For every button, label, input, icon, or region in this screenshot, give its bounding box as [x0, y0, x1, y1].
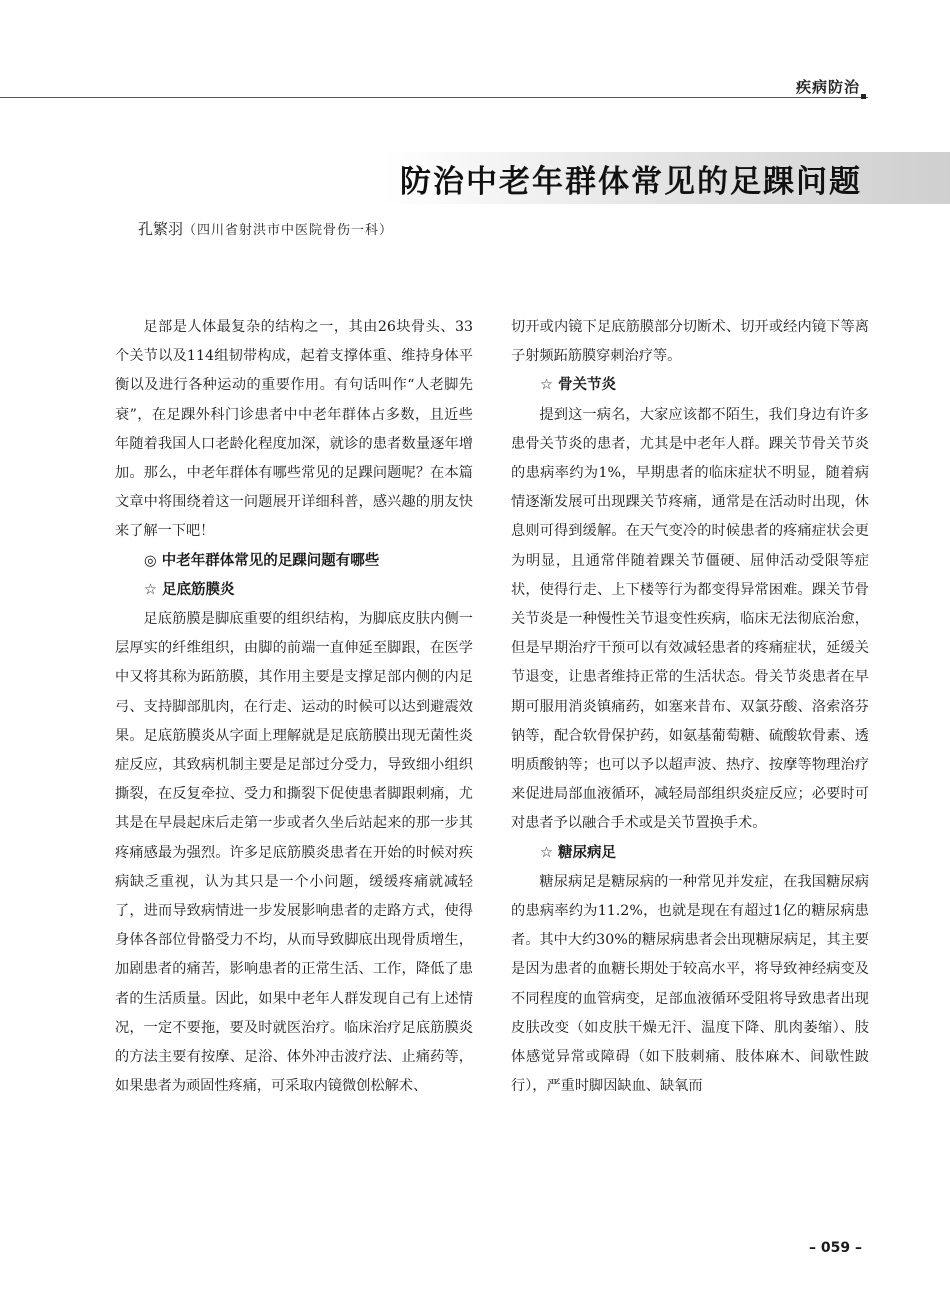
author-affiliation: （四川省射洪市中医院骨伤一科）	[183, 223, 394, 238]
byline	[138, 218, 393, 239]
section-heading: ◎ 中老年群体常见的足踝问题有哪些	[144, 552, 380, 569]
intro-paragraph: 足部是人体最复杂的结构之一，其由26块骨头、33个关节以及114组韧带构成，起着支撑体重、维持身体平衡以及进行各种运动的重要作用。有句话叫作“人老脚先衰”，在足踝外科门诊患者中中老年群体占多数，且近些年随着我国人口老龄化程度加深，就诊的患者数量逐年增加。那么，中老年群体有哪些常见的足踝问题呢？在本篇文章中将围绕着这一问题展开详细科普，感兴趣的朋友快来了解一下吧！	[115, 319, 473, 540]
header-rule	[0, 97, 868, 98]
subheading-plantar-fasciitis: ☆ 足底筋膜炎	[144, 581, 235, 598]
author-name: 孔繁羽	[138, 220, 184, 238]
right-column	[511, 313, 869, 1101]
page-number: – 059 –	[809, 1240, 862, 1256]
section-label: 疾病防治	[795, 78, 860, 96]
subheading-osteoarthritis: ☆ 骨关节炎	[540, 377, 617, 394]
osteoarthritis-paragraph: 提到这一病名，大家应该都不陌生，我们身边有许多患骨关节炎的患者，尤其是中老年人群。踝关节骨关节炎的患病率约为1%，早期患者的临床症状不明显，随着病情逐渐发展可出现踝关节疼痛，通常是在活动时出现，休息则可得到缓解。在天气变冷的时候患者的疼痛症状会更为明显，且通常伴随着踝关节僵硬、屈伸活动受限等症状，使得行走、上下楼等行为都变得异常困难。踝关节骨关节炎是一种慢性关节退变性疾病，临床无法彻底治愈，但是早期治疗干预可以有效减轻患者的疼痛症状，延缓关节退变，让患者维持正常的生活状态。骨关节炎患者在早期可服用消炎镇痛药，如塞来昔布、双氯芬酸、洛索洛芬钠等，配合软骨保护药，如氨基葡萄糖、硫酸软骨素、透明质酸钠等；也可以予以超声波、热疗、按摩等物理治疗来促进局部血液循环，减轻局部组织炎症反应；必要时可对患者予以融合手术或是关节置换手术。	[511, 406, 869, 832]
subheading-diabetic-foot: ☆ 糖尿病足	[540, 844, 617, 861]
plantar-fasciitis-paragraph: 足底筋膜是脚底重要的组织结构，为脚底皮肤内侧一层厚实的纤维组织，由脚的前端一直伸延至脚跟，在医学中又将其称为跖筋膜，其作用主要是支撑足部内侧的内足弓、支持脚部肌肉，在行走、运动的时候可以达到避震效果。足底筋膜炎从字面上理解就是足底筋膜出现无菌性炎症反应，其致病机制主要是足部过分受力，导致细小组织撕裂，在反复牵拉、受力和撕裂下促使患者脚跟刺痛，尤其是在早晨起床后走第一步或者久坐后站起来的那一步其疼痛感最为强烈。许多足底筋膜炎患者在开始的时候对疾病缺乏重视，认为其只是一个小问题，缓缓疼痛就减轻了，进而导致病情进一步发展影响患者的走路方式，使得身体各部位骨骼受力不均，从而导致脚底出现骨质增生，加剧患者的痛苦，影响患者的正常生活、工作，降低了患者的生活质量。因此，如果中老年人群发现自己有上述情况，一定不要拖，要及时就医治疗。临床治疗足底筋膜炎的方法主要有按摩、足浴、体外冲击波疗法、止痛药等，如果患者为顽固性疼痛，可采取内镜微创松解术、	[115, 611, 473, 1095]
section-marker-square	[861, 94, 866, 99]
diabetic-foot-paragraph: 糖尿病足是糖尿病的一种常见并发症，在我国糖尿病的患病率约为11.2%，也就是现在有超过1亿的糖尿病患者。其中大约30%的糖尿病患者会出现糖尿病足，其主要是因为患者的血糖长期处于较高水平，将导致神经病变及不同程度的血管病变，足部血液循环受阻将导致患者出现皮肤改变（如皮肤干燥无汗、温度下降、肌肉萎缩）、肢体感觉异常或障碍（如下肢刺痛、肢体麻木、间歇性跛行），严重时脚因缺血、缺氧而	[511, 873, 869, 1095]
continued-paragraph: 切开或内镜下足底筋膜部分切断术、切开或经内镜下等离子射频跖筋膜穿刺治疗等。	[511, 319, 869, 365]
article-title: 防治中老年群体常见的足踝问题	[400, 164, 862, 200]
left-column	[115, 313, 473, 1101]
